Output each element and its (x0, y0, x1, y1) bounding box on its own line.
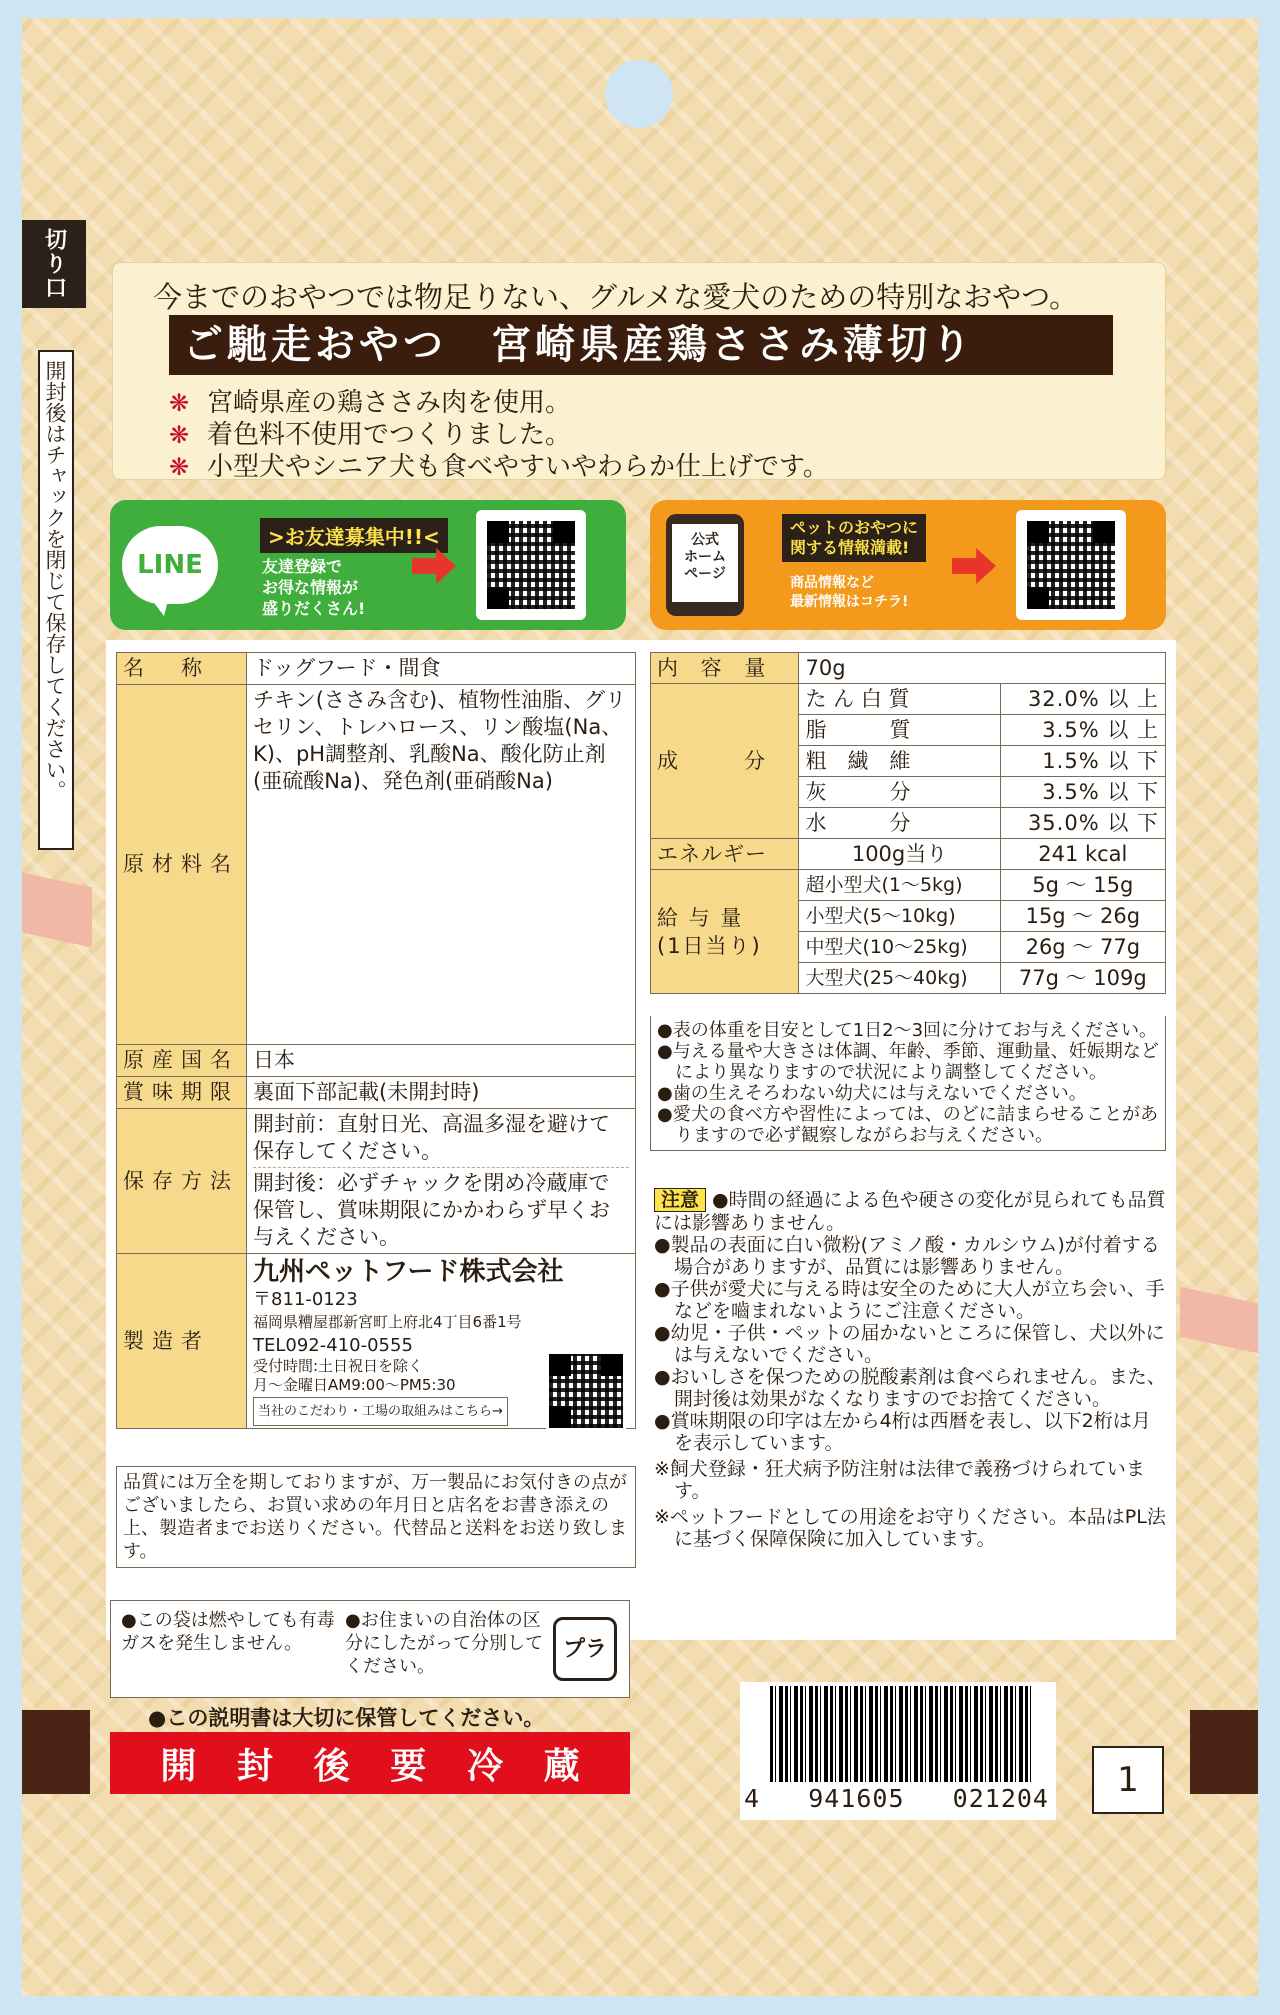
component-value: 32.0% 以 上 (1000, 684, 1165, 715)
ingredients-header: 原材料名 (117, 685, 247, 1045)
table-row (117, 1254, 636, 1429)
table-row (117, 1109, 636, 1254)
note-item: ●歯の生えそろわない幼犬には与えないでください。 (657, 1083, 1087, 1104)
table-row (651, 653, 1166, 684)
qr-code-icon (1027, 521, 1115, 609)
table-row (117, 685, 636, 1045)
table-row (651, 839, 1166, 870)
name-header: 名 称 (117, 653, 247, 685)
intro-lead: 今までのおやつでは物足りない、グルメな愛犬のための特別なおやつ。 (153, 280, 1079, 314)
origin-value: 日本 (247, 1045, 636, 1077)
arrow-right-icon (412, 548, 456, 584)
component-name: た ん 白 質 (799, 684, 1000, 715)
caution-item: ●幼児・子供・ペットの届かないところに保管し、犬以外には与えないでください。 (654, 1322, 1165, 1366)
disposal-note-sort: ●お住まいの自治体の区分にしたがって分別してください。 (345, 1610, 543, 1677)
line-banner[interactable] (110, 500, 626, 630)
caution-item: ●おいしさを保つための脱酸素剤は食べられません。また、開封後は効果がなくなりますのでお捨てください。 (654, 1366, 1166, 1410)
homepage-badge: ペットのおやつに 関する情報満載! (782, 514, 926, 562)
component-name: 脂 質 (799, 715, 1000, 746)
component-name: 粗 繊 維 (799, 746, 1000, 777)
quality-note: 品質には万全を期しておりますが、万一製品にお気付きの点がございましたら、お買い求めの年月日と店名をお書き添えの上、製造者までお送りください。代替品と送料をお送り致します。 (116, 1466, 636, 1568)
energy-basis: 100g当り (799, 839, 1000, 870)
content-header: 内 容 量 (651, 653, 799, 684)
side-reseal-note: 開封後はチャックを閉じて保存してください。 (38, 350, 74, 850)
decor-brown-left (22, 1710, 90, 1794)
arrow-right-icon (952, 548, 996, 584)
content-value: 70g (799, 653, 1166, 684)
component-value: 3.5% 以 下 (1000, 777, 1165, 808)
best-before-header: 賞味期限 (117, 1077, 247, 1109)
component-name: 灰 分 (799, 777, 1000, 808)
feeding-notes (650, 1016, 1166, 1151)
component-value: 35.0% 以 下 (1000, 808, 1165, 839)
note-item: ●愛犬の食べ方や習性によっては、のどに詰まらせることがありますので必ず観察しながらお与えください。 (657, 1104, 1159, 1146)
decor-brown-right (1190, 1710, 1258, 1794)
refrigerate-banner: 開 封 後 要 冷 蔵 (110, 1732, 630, 1794)
intro-panel (112, 262, 1166, 480)
disposal-note-burn: ●この袋は燃やしても有毒ガスを発生しません。 (121, 1610, 335, 1654)
component-name: 水 分 (799, 808, 1000, 839)
caution-item: ●子供が愛犬に与える時は安全のために大人が立ち会い、手などを嚙まれないようにご注意ください。 (654, 1278, 1165, 1322)
barcode-bars-icon (770, 1686, 1032, 1782)
product-info-table (116, 652, 636, 1429)
feature-item: ❋ 小型犬やシニア犬も食べやすいやわらか仕上げです。 (169, 452, 829, 482)
ingredients-value: チキン(ささみ含む)、植物性油脂、グリセリン、トレハロース、リン酸塩(Na、K)、pH調整剤、乳酸Na、酸化防止剤(亜硫酸Na)、発色剤(亜硝酸Na) (247, 685, 636, 1045)
barcode-number: 4 941605 021204 (744, 1784, 1049, 1813)
feeding-amount: 5g ～ 15g (1000, 870, 1165, 901)
keep-instructions-note: ●この説明書は大切に保管してください。 (148, 1706, 545, 1730)
component-value: 3.5% 以 上 (1000, 715, 1165, 746)
homepage-qr-code[interactable] (1016, 510, 1126, 620)
maker-header: 製造者 (117, 1254, 247, 1429)
lot-number: 1 (1092, 1746, 1164, 1814)
table-row (117, 1045, 636, 1077)
table-row (651, 870, 1166, 901)
best-before-value: 裏面下部記載(未開封時) (247, 1077, 636, 1109)
flower-icon: ❋ (169, 453, 190, 481)
table-row (651, 684, 1166, 715)
flower-icon: ❋ (169, 389, 190, 417)
storage-value: 開封前：直射日光、高温多湿を避けて保存してください。 開封後：必ずチャックを閉め冷蔵庫で保管し、賞味期限にかかわらず早くお与えください。 (247, 1109, 636, 1254)
line-qr-code[interactable] (476, 510, 586, 620)
feature-item: ❋ 着色料不使用でつくりました。 (169, 420, 572, 450)
dog-size: 中型犬(10～25kg) (799, 932, 1000, 963)
product-title: ご馳走おやつ 宮崎県産鶏ささみ薄切り (169, 315, 1113, 375)
name-value: ドッグフード・間食 (247, 653, 636, 685)
disposal-box (110, 1600, 630, 1698)
smartphone-icon (666, 514, 744, 616)
components-header: 成 分 (651, 684, 799, 839)
note-item: ●与える量や大きさは体調、年齢、季節、運動量、妊娠期などにより異なりますので状況により調整してください。 (657, 1041, 1159, 1083)
feeding-amount: 15g ～ 26g (1000, 901, 1165, 932)
feeding-amount: 26g ～ 77g (1000, 932, 1165, 963)
label-area (106, 640, 1176, 1640)
homepage-text: 商品情報など 最新情報はコチラ! (790, 575, 909, 610)
dog-size: 超小型犬(1～5kg) (799, 870, 1000, 901)
nutrition-table (650, 652, 1166, 994)
line-text: 友達登録で お得な情報が 盛りだくさん! (262, 557, 366, 618)
factory-link[interactable]: 当社のこだわり・工場の取組みはこちら→ (253, 1397, 508, 1426)
energy-value: 241 kcal (1000, 839, 1165, 870)
note-item: ●表の体重を目安として1日2～3回に分けてお与えください。 (657, 1020, 1158, 1041)
caution-first: 注意 ●時間の経過による色や硬さの変化が見られても品質には影響ありません。 (654, 1189, 1166, 1234)
line-badge: >お友達募集中!!< (260, 518, 448, 553)
caution-item: ●製品の表面に白い微粉(アミノ酸・カルシウム)が付着する場合がありますが、品質には影響ありません。 (654, 1234, 1160, 1278)
line-logo-icon: LINE (122, 526, 218, 604)
flower-icon: ❋ (169, 421, 190, 449)
component-value: 1.5% 以 下 (1000, 746, 1165, 777)
plastic-recycle-icon: プラ (553, 1617, 617, 1681)
legal-note: ※ペットフードとしての用途をお守りください。本品はPL法に基づく保障保険に加入しています。 (654, 1506, 1166, 1550)
maker-value: 九州ペットフード株式会社 〒811-0123 福岡県糟屋郡新宮町上府北4丁目6番1号 TEL092-410-0555 受付時間:土日祝日を除く 月～金曜日AM9:00～PM5:30 当社のこだわり・工場の取組みはこちら→ (247, 1254, 636, 1429)
dog-size: 小型犬(5～10kg) (799, 901, 1000, 932)
maker-qr-code-icon[interactable] (549, 1354, 623, 1428)
qr-code-icon (487, 521, 575, 609)
caution-tag: 注意 (654, 1188, 706, 1212)
cut-tab: 切り口 (22, 220, 86, 308)
origin-header: 原産国名 (117, 1045, 247, 1077)
feature-item: ❋ 宮崎県産の鶏ささみ肉を使用。 (169, 388, 572, 418)
storage-header: 保存方法 (117, 1109, 247, 1254)
caution-item: ●賞味期限の印字は左から4桁は西暦を表し、以下2桁は月を表示しています。 (654, 1410, 1151, 1454)
feature-list (169, 387, 829, 483)
dog-size: 大型犬(25～40kg) (799, 963, 1000, 994)
barcode (740, 1682, 1056, 1820)
hang-hole (605, 60, 673, 128)
feeding-header: 給 与 量 (1日当り) (651, 870, 799, 994)
legal-note: ※飼犬登録・狂犬病予防注射は法律で義務づけられています。 (654, 1458, 1145, 1502)
energy-header: エネルギー (651, 839, 799, 870)
caution-section (654, 1188, 1166, 1550)
maker-company: 九州ペットフード株式会社 (253, 1257, 564, 1287)
table-row (117, 653, 636, 685)
homepage-banner[interactable] (650, 500, 1166, 630)
phone-screen: 公式 ホーム ページ (672, 524, 738, 602)
feeding-amount: 77g ～ 109g (1000, 963, 1165, 994)
table-row (117, 1077, 636, 1109)
